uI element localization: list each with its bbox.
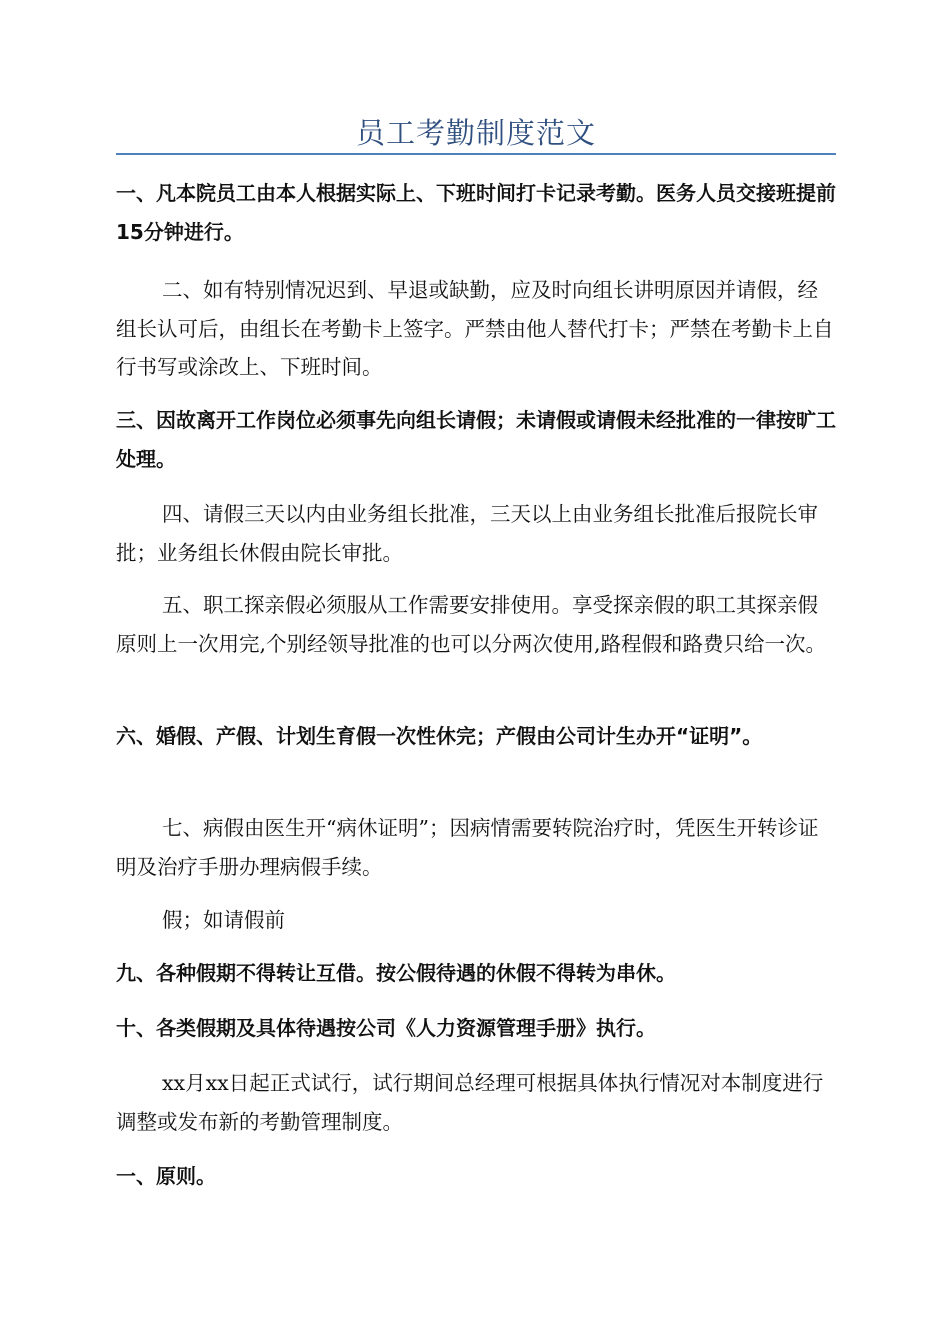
paragraph-10: 十、各类假期及具体待遇按公司《人力资源管理手册》执行。: [116, 1016, 656, 1040]
paragraph-6: 六、婚假、产假、计划生育假一次性休完；产假由公司计生办开“证明”。: [116, 724, 763, 748]
paragraph-9: 九、各种假期不得转让互借。按公假待遇的休假不得转为串休。: [116, 961, 676, 985]
document-title: 员工考勤制度范文: [355, 116, 596, 150]
paragraph-1: 一、凡本院员工由本人根据实际上、下班时间打卡记录考勤。医务人员交接班提前15分钟进行。: [116, 181, 836, 244]
paragraph-8: 假；如请假前: [162, 908, 285, 932]
paragraph-12: 一、原则。: [116, 1164, 216, 1188]
paragraph-3: 三、因故离开工作岗位必须事先向组长请假；未请假或请假未经批准的一律按旷工处理。: [116, 408, 836, 471]
paragraph-5: 五、职工探亲假必须服从工作需要安排使用。享受探亲假的职工其探亲假原则上一次用完,个别经领导批准的也可以分两次使用,路程假和路费只给一次。: [116, 593, 827, 656]
paragraph-11: xx月xx日起正式试行，试行期间总经理可根据具体执行情况对本制度进行调整或发布新的考勤管理制度。: [116, 1071, 824, 1134]
paragraph-2: 二、如有特别情况迟到、早退或缺勤，应及时向组长讲明原因并请假，经组长认可后，由组长在考勤卡上签字。严禁由他人替代打卡；严禁在考勤卡上自行书写或涂改上、下班时间。: [116, 278, 834, 379]
paragraph-7: 七、病假由医生开“病休证明”；因病情需要转院治疗时，凭医生开转诊证明及治疗手册办理病假手续。: [116, 816, 819, 879]
paragraph-4: 四、请假三天以内由业务组长批准，三天以上由业务组长批准后报院长审批；业务组长休假由院长审批。: [116, 502, 818, 565]
title-underline: [116, 153, 836, 155]
